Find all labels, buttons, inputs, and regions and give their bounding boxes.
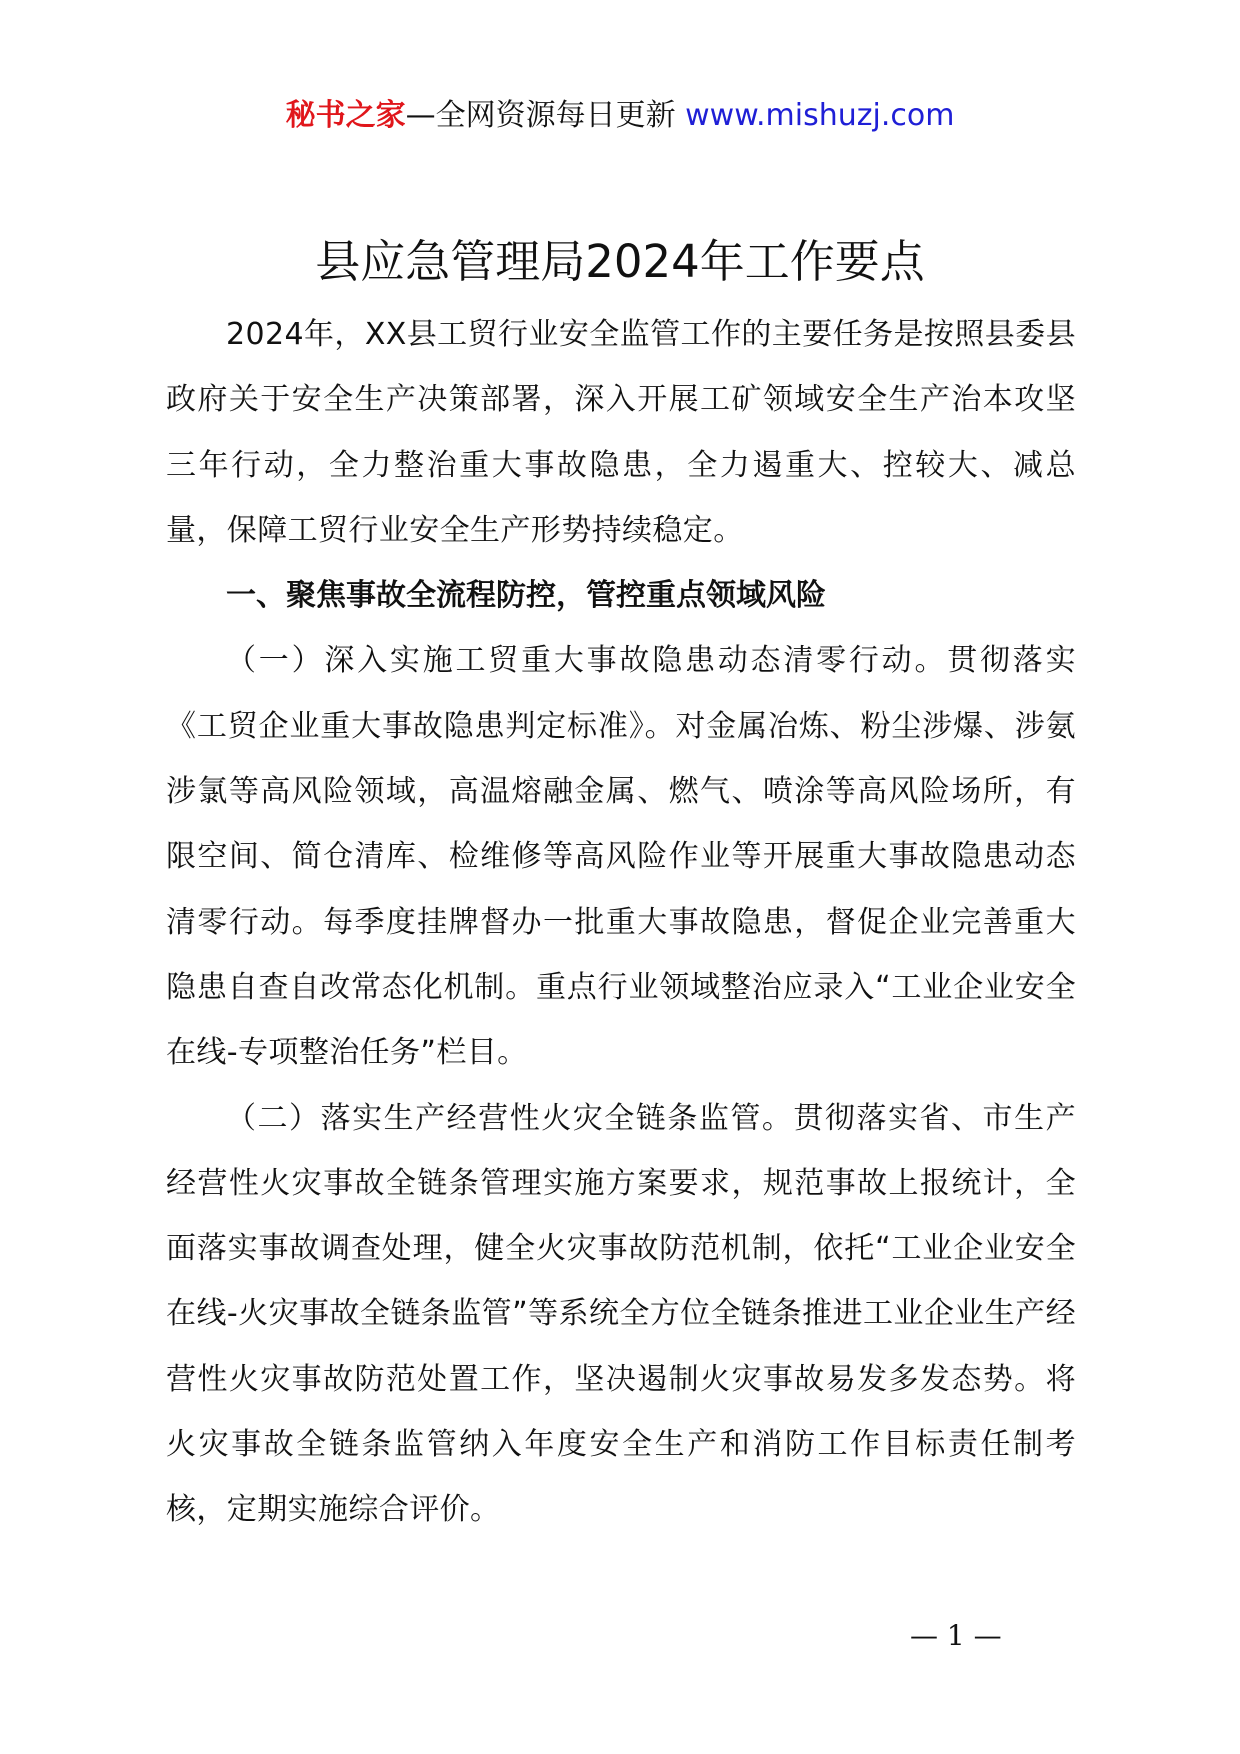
section-heading: 一、聚焦事故全流程防控，管控重点领域风险 <box>226 578 826 614</box>
item-paragraph-1: （一）深入实施工贸重大事故隐患动态清零行动。贯彻落实《工贸企业重大事故隐患判定标准》。对金属冶炼、粉尘涉爆、涉氨涉氯等高风险领域，高温熔融金属、燃气、喷涂等高风险场所，有限空间、简仓清库、检维修等高风险作业等开展重大事故隐患动态清零行动。每季度挂牌督办一批重大事故隐患，督促企业完善重大隐患自查自改常态化机制。重点行业领域整治应录入“工业企业安全在线-专项整治任务”栏目。 <box>166 643 1076 1071</box>
site-banner <box>0 96 1240 136</box>
site-url-link[interactable]: www.mishuzj.com <box>685 98 955 133</box>
intro-paragraph: 2024年，XX县工贸行业安全监管工作的主要任务是按照县委县政府关于安全生产决策部署，深入开展工矿领域安全生产治本攻坚三年行动，全力整治重大事故隐患，全力遏重大、控较大、减总量，保障工贸行业安全生产形势持续稳定。 <box>166 317 1076 548</box>
page-number: — 1 — <box>910 1619 1002 1652</box>
document-title: 县应急管理局2024年工作要点 <box>315 235 925 288</box>
document-body <box>166 302 1076 1543</box>
item-paragraph-2: （二）落实生产经营性火灾全链条监管。贯彻落实省、市生产经营性火灾事故全链条管理实施方案要求，规范事故上报统计，全面落实事故调查处理，健全火灾事故防范机制，依托“工业企业安全在线-火灾事故全链条监管”等系统全方位全链条推进工业企业生产经营性火灾事故防范处置工作，坚决遏制火灾事故易发多发态势。将火灾事故全链条监管纳入年度安全生产和消防工作目标责任制考核，定期实施综合评价。 <box>166 1100 1076 1528</box>
site-brand-name: 秘书之家 <box>285 98 406 133</box>
site-tagline: —全网资源每日更新 <box>405 98 686 133</box>
